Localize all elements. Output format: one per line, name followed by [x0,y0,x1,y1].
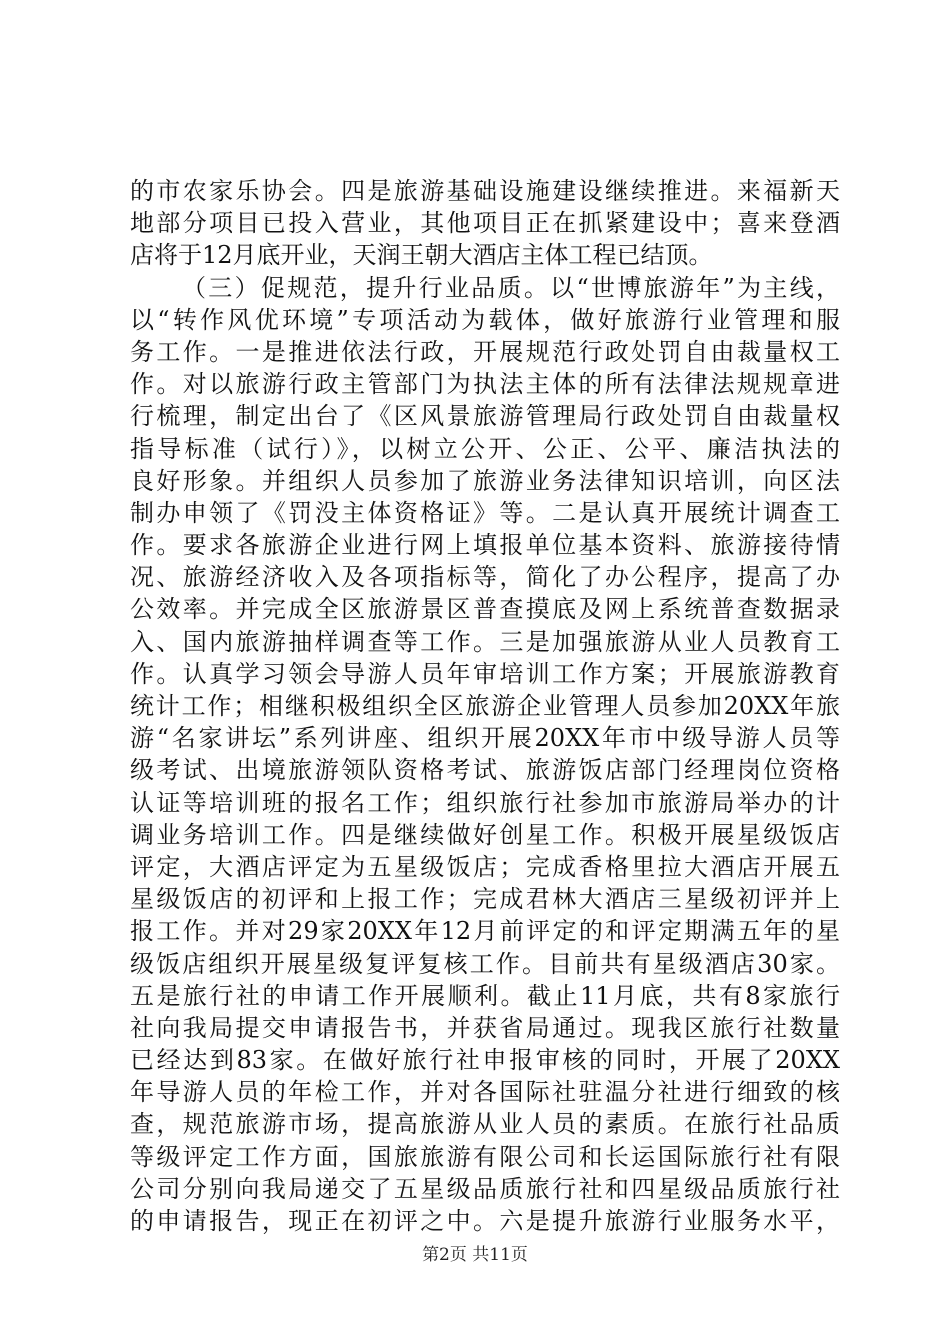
text-line: 公司分别向我局递交了五星级品质旅行社和四星级品质旅行社 [130,1174,840,1203]
text-line: 作。要求各旅游企业进行网上填报单位基本资料、旅游接待情 [130,531,840,560]
text-line: 制办申领了《罚没主体资格证》等。二是认真开展统计调查工 [130,498,840,527]
text-line: 的市农家乐协会。四是旅游基础设施建设继续推进。来福新天 [130,177,840,205]
section-heading-line: （三）促规范，提升行业品质。以“世博旅游年”为主线， [182,273,840,302]
text-line: 游“名家讲坛”系列讲座、组织开展20XX年市中级导游人员等 [130,724,840,753]
text-line: 星级饭店的初评和上报工作；完成君林大酒店三星级初评并上 [130,885,840,914]
text-line: 级考试、出境旅游领队资格考试、旅游饭店部门经理岗位资格 [130,756,840,785]
text-line: 况、旅游经济收入及各项指标等，简化了办公程序，提高了办 [130,563,840,592]
text-line: 查，规范旅游市场，提高旅游从业人员的素质。在旅行社品质 [130,1110,840,1139]
text-line: 认证等培训班的报名工作；组织旅行社参加市旅游局举办的计 [130,788,840,817]
text-line: 公效率。并完成全区旅游景区普查摸底及网上系统普查数据录 [130,595,840,624]
text-line: 地部分项目已投入营业，其他项目正在抓紧建设中；喜来登酒 [130,209,840,238]
text-line: 评定，大酒店评定为五星级饭店；完成香格里拉大酒店开展五 [130,852,840,881]
text-line: 调业务培训工作。四是继续做好创星工作。积极开展星级饭店 [130,820,840,849]
text-line: 指导标准（试行）》，以树立公开、公正、公平、廉洁执法的 [130,434,840,463]
text-line: 报工作。并对29家20XX年12月前评定的和评定期满五年的星 [130,917,840,946]
page-number-footer: 第2页 共11页 [422,1245,528,1265]
text-line: 良好形象。并组织人员参加了旅游业务法律知识培训，向区法 [130,466,840,495]
text-line: 务工作。一是推进依法行政，开展规范行政处罚自由裁量权工 [130,337,840,366]
text-line: 作。对以旅游行政主管部门为执法主体的所有法律法规规章进 [130,370,840,399]
text-line: 级饭店组织开展星级复评复核工作。目前共有星级酒店30家。 [130,949,840,978]
text-line: 行梳理，制定出台了《区风景旅游管理局行政处罚自由裁量权 [130,402,840,431]
text-line: 已经达到83家。在做好旅行社申报审核的同时，开展了20XX [130,1046,840,1075]
text-line: 作。认真学习领会导游人员年审培训工作方案；开展旅游教育 [130,659,840,688]
text-line: 以“转作风优环境”专项活动为载体，做好旅游行业管理和服 [130,305,840,334]
text-line: 五是旅行社的申请工作开展顺利。截止11月底，共有8家旅行 [130,981,840,1010]
document-body [130,175,840,1237]
text-line: 等级评定工作方面，国旅旅游有限公司和长运国际旅行社有限 [130,1142,840,1171]
text-line: 年导游人员的年检工作，并对各国际社驻温分社进行细致的核 [130,1078,840,1107]
text-line: 社向我局提交申请报告书，并获省局通过。现我区旅行社数量 [130,1013,840,1042]
text-line: 统计工作；相继积极组织全区旅游企业管理人员参加20XX年旅 [130,692,840,720]
text-line: 入、国内旅游抽样调查等工作。三是加强旅游从业人员教育工 [130,627,840,656]
text-line: 店将于12月底开业，天润王朝大酒店主体工程已结顶。 [130,241,713,270]
text-line: 的申请报告，现正在初评之中。六是提升旅游行业服务水平， [130,1207,840,1235]
